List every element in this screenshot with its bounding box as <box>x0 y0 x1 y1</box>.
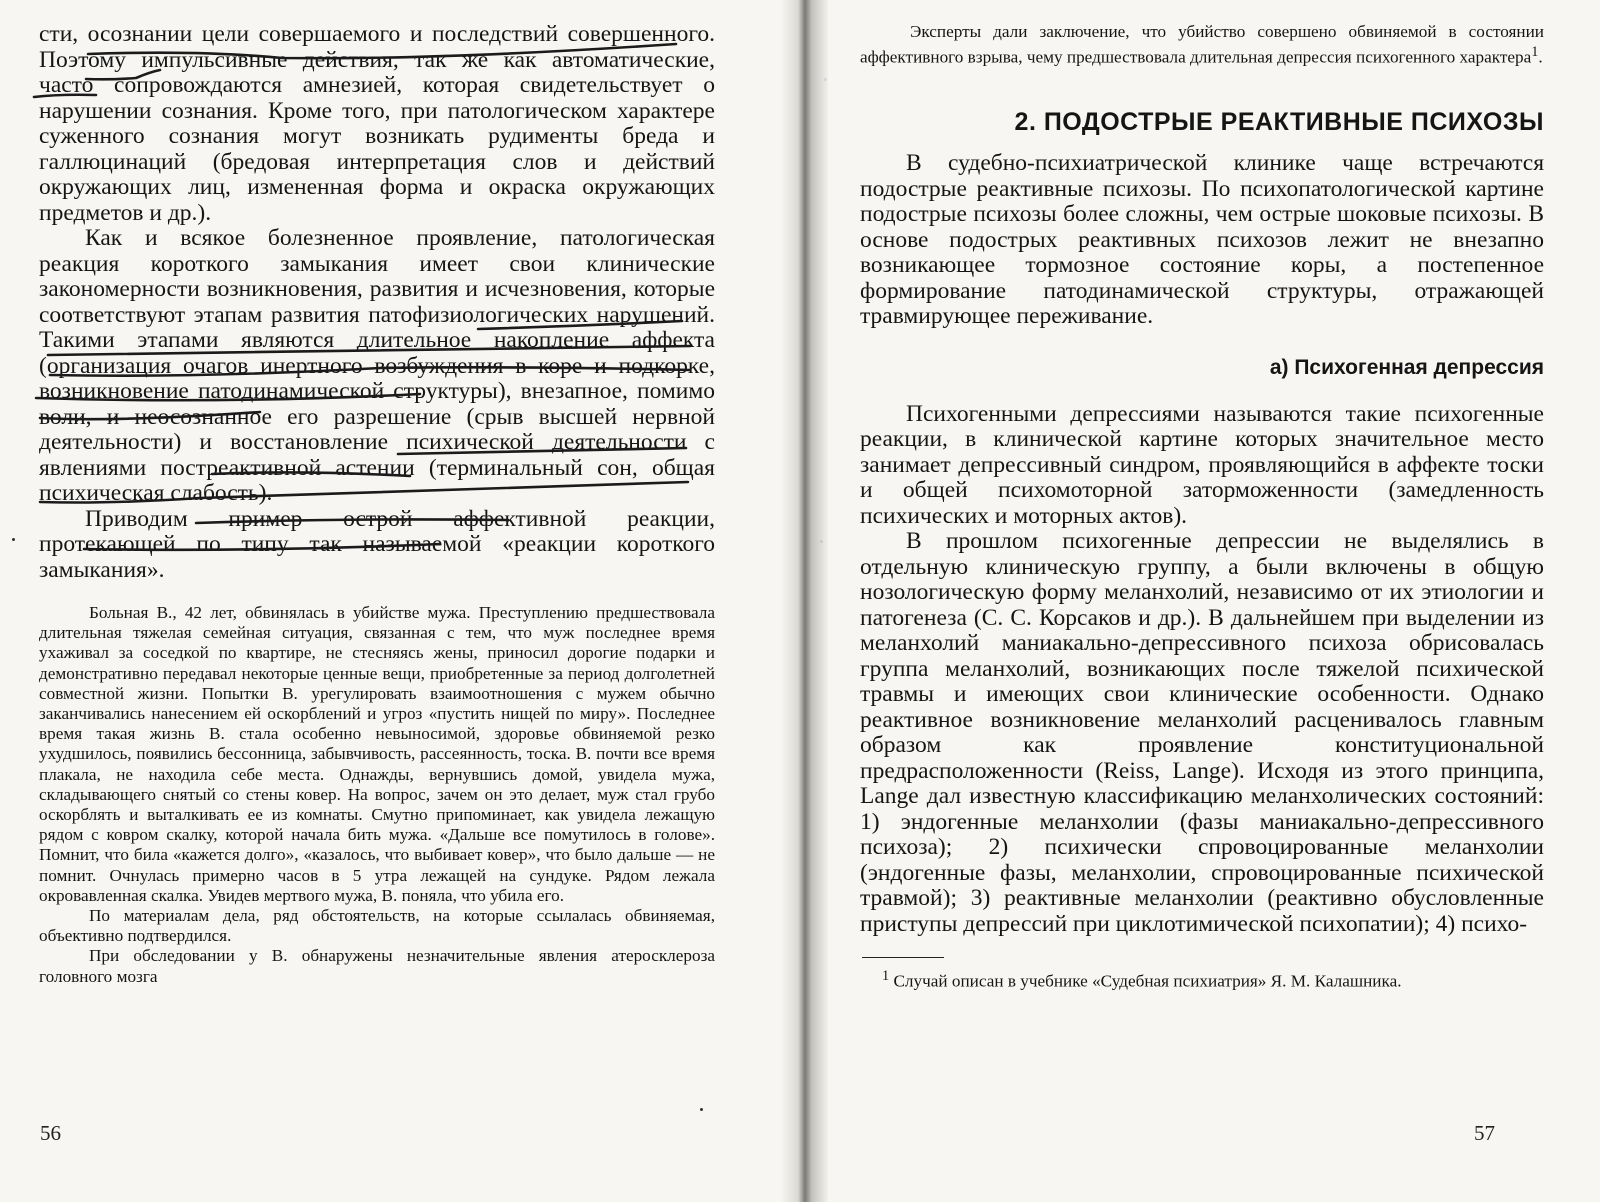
footnote-reference: 1 <box>1531 44 1539 61</box>
footnote-text: Случай описан в учебнике «Судебная психиатрия» Я. М. Калашника. <box>893 971 1402 991</box>
case-description: Больная В., 42 лет, обвинялась в убийстве мужа. Преступлению предшествовала длительная тяжелая семейная ситуация, связанная с тем, что муж последнее время ухаживал за соседкой по квартире, не стесняясь жены, приносил дорогие подарки и демонстративно передавал некоторые ценные вещи, приобретенные за период долголетней совместной жизни. Попытки В. урегулировать взаимоотношения с мужем обычно заканчивались нанесением ей оскорблений и угроз «пустить нищей по миру». Последнее время такая жизнь В. стала особенно невыносимой, здоровье обвиняемой резко ухудшилось, появились бессонница, забывчивость, рассеянность, тоска. В. почти все время плакала, не находила себе места. Однажды, вернувшись домой, увидела мужа, складывающего снятый со стены ковер. На вопрос, зачем он это делает, муж стал грубо оскорблять и выталкивать ее из комнаты. Смутно припоминает, как увидела лежащую рядом с ковром скалку, которой начала бить мужа. «Дальше все помутилось в голове». Помнит, что била «кажется долго», «казалось, что выбивает ковер», что было дальше — не помнит. Очнулась примерно часов в 5 утра лежащей на сундуке. Рядом лежала окровавленная скалка. Увидев мертвого мужа, В. поняла, что убила его. <box>39 603 715 905</box>
left-page-number: 56 <box>40 1121 61 1145</box>
right-paragraph-2: В прошлом психогенные депрессии не выделялись в отдельную клиническую группу, а были включены в общую нозологическую форму меланхолий, независимо от их этиологии и патогенеза (С. С. Корсаков и др.). В дальнейшем при выделении из меланхолий маниакально-депрессивного психоза обрисовалась группа меланхолий, возникающих после тяжелой психической травмы и имеющих свои клинические особенности. Однако реактивное возникновение меланхолий расценивалось главным образом как проявление конституциональной предрасположенности (Reiss, Lange). Исходя из этого принципа, Lange дал известную классификацию меланхолических состояний: 1) эндогенные меланхолии (фазы маниакально-депрессивного психоза); 2) психически спровоцированные меланхолии (эндогенные фазы, меланхолии, спровоцированные психической травмой); 3) реактивные меланхолии (реактивно обусловленные приступы депрессий при циклотимической психопатии); 4) психо- <box>860 528 1544 937</box>
expert-conclusion-text: Эксперты дали заключение, что убийство совершено обвиняемой в состоянии аффективного взрыва, чему предшествовала длительная депрессия психогенного характера <box>860 22 1544 67</box>
right-paragraph-1: Психогенными депрессиями называются такие психогенные реакции, в клинической картине которых значительное место занимает депрессивный синдром, проявляющийся в аффекте тоски и общей психомоторной заторможенности (замедленность психических и моторных актов). <box>860 400 1544 529</box>
scan-speck <box>700 1108 703 1111</box>
left-paragraph-2: Как и всякое болезненное проявление, патологическая реакция короткого замыкания имеет свои клинические закономерности возникновения, развития и исчезновения, которые соответствуют этапам развития патофизиологических нарушений. Такими этапами являются длительное накопление аффекта (организация очагов инертного возбуждения в коре и подкорке, возникновение патодинамической структуры), внезапное, помимо воли, и неосознанное его разрешение (срыв высшей нервной деятельности) и восстановление психической деятельности с явлениями постреактивной астении (терминальный сон, общая психическая слабость). <box>39 225 715 506</box>
footnote <box>860 966 1544 992</box>
section-heading: 2. ПОДОСТРЫЕ РЕАКТИВНЫЕ ПСИХОЗЫ <box>1014 108 1544 137</box>
footnote-mark: 1 <box>882 968 890 985</box>
footnote-rule <box>862 957 944 958</box>
section-intro: В судебно-психиатрической клинике чаще встречаются подострые реактивные психозы. По психопатологической картине подострые психозы более сложны, чем острые шоковые психозы. В основе подострых реактивных психозов лежит не внезапно возникающее тормозное состояние коры, а постепенное формирование патодинамической структуры, отражающей травмирующее переживание. <box>860 150 1544 330</box>
book-gutter <box>782 0 828 1202</box>
right-text-column <box>860 22 1544 992</box>
subsection-heading: а) Психогенная депрессия <box>1269 355 1544 379</box>
right-page <box>800 0 1600 1202</box>
scan-speck <box>12 538 15 541</box>
left-paragraph-1: сти, осознании цели совершаемого и последствий совершенного. Поэтому импульсивные действия, так же как автоматические, часто сопровождаются амнезией, которая свидетельствует о нарушении сознания. Кроме того, при патологическом характере суженного сознания могут возникать рудименты бреда и галлюцинаций (бредовая интерпретация слов и действий окружающих лиц, измененная форма и окраска окружающих предметов и др.). <box>39 21 715 226</box>
expert-conclusion: Эксперты дали заключение, что убийство совершено обвиняемой в состоянии аффективного взрыва, чему предшествовала длительная депрессия психогенного характера$^1$. <box>860 22 1544 67</box>
left-text-column <box>39 22 715 987</box>
spacer <box>39 583 715 603</box>
right-page-number: 57 <box>1474 1121 1495 1145</box>
case-confirmation: По материалам дела, ряд обстоятельств, на которые ссылалась обвиняемая, объективно подтвердился. <box>39 906 715 946</box>
left-paragraph-3: Приводим пример острой аффективной реакции, протекающей по типу так называемой «реакции короткого замыкания». <box>39 505 715 583</box>
case-examination: При обследовании у В. обнаружены незначительные явления атеросклероза головного мозга <box>39 946 715 986</box>
